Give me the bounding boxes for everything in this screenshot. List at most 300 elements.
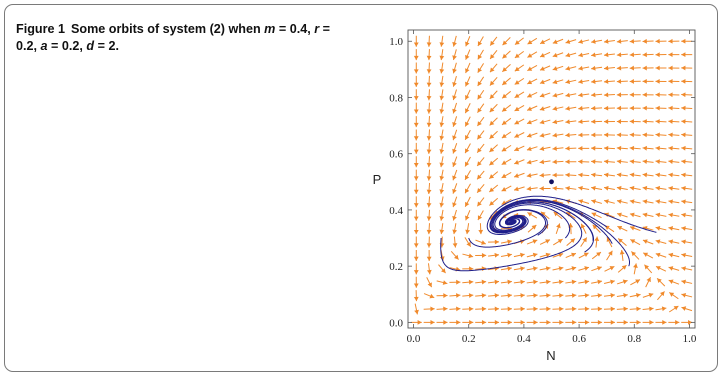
field-arrow bbox=[618, 238, 626, 245]
field-arrow bbox=[565, 119, 576, 124]
field-arrow bbox=[655, 146, 666, 151]
field-arrow bbox=[604, 199, 615, 204]
field-arrow bbox=[553, 66, 563, 71]
field-arrow bbox=[490, 131, 498, 139]
field-arrow bbox=[452, 90, 457, 101]
field-arrow bbox=[591, 66, 602, 71]
field-arrow bbox=[668, 239, 679, 244]
x-tick-label: 1.0 bbox=[682, 333, 697, 345]
field-arrow bbox=[668, 119, 679, 124]
field-arrow bbox=[540, 293, 551, 298]
field-arrow bbox=[502, 105, 511, 112]
field-arrow bbox=[668, 159, 679, 164]
field-arrow bbox=[437, 293, 448, 298]
field-arrow bbox=[424, 307, 435, 312]
field-arrow bbox=[591, 173, 602, 178]
field-arrow bbox=[578, 146, 589, 151]
field-arrow bbox=[655, 159, 666, 164]
field-arrow bbox=[565, 307, 576, 312]
field-arrow bbox=[617, 92, 628, 97]
field-arrow bbox=[439, 210, 444, 221]
field-arrow bbox=[578, 119, 589, 124]
field-arrow bbox=[604, 92, 615, 97]
field-arrow bbox=[655, 52, 666, 57]
field-arrow bbox=[656, 253, 666, 258]
field-arrow bbox=[465, 90, 470, 100]
field-arrow bbox=[452, 63, 457, 74]
field-arrow bbox=[681, 39, 692, 44]
field-arrow bbox=[617, 307, 628, 312]
field-arrow bbox=[578, 320, 589, 325]
field-arrow bbox=[657, 291, 664, 299]
param-a-value: 0.2 bbox=[61, 39, 80, 53]
field-arrow bbox=[566, 53, 577, 58]
field-arrow bbox=[465, 130, 470, 140]
field-arrow bbox=[643, 146, 654, 151]
field-arrow bbox=[643, 253, 653, 258]
field-arrow bbox=[502, 51, 510, 59]
field-arrow bbox=[553, 39, 563, 44]
field-arrow bbox=[620, 250, 625, 261]
y-tick-label: 0.4 bbox=[389, 204, 403, 217]
field-arrow bbox=[643, 306, 654, 311]
field-arrow bbox=[452, 223, 457, 234]
y-tick-label: 0.8 bbox=[389, 92, 403, 105]
field-arrow bbox=[452, 170, 457, 180]
field-arrow bbox=[414, 183, 419, 194]
field-arrow bbox=[617, 39, 628, 44]
field-arrow bbox=[475, 293, 486, 298]
field-arrow bbox=[578, 106, 589, 111]
field-arrow bbox=[437, 320, 448, 325]
field-arrow bbox=[591, 119, 602, 124]
field-arrow bbox=[553, 53, 563, 58]
field-arrow bbox=[427, 89, 432, 100]
field-arrow bbox=[681, 119, 692, 124]
field-arrow bbox=[439, 116, 444, 127]
field-arrow bbox=[540, 39, 550, 44]
field-arrow bbox=[681, 132, 692, 137]
field-arrow bbox=[668, 52, 679, 57]
field-arrow bbox=[449, 320, 460, 325]
field-arrow bbox=[681, 92, 692, 97]
field-arrow bbox=[681, 253, 692, 258]
field-arrow bbox=[669, 292, 678, 298]
field-arrow bbox=[427, 76, 432, 87]
field-arrow bbox=[681, 239, 692, 244]
field-arrow bbox=[427, 223, 432, 234]
field-arrow bbox=[591, 52, 602, 57]
field-arrow bbox=[465, 50, 470, 60]
field-arrow bbox=[502, 145, 511, 151]
field-arrow bbox=[540, 66, 550, 71]
field-arrow bbox=[617, 119, 628, 124]
field-arrow bbox=[490, 37, 497, 46]
field-arrow bbox=[462, 320, 473, 325]
field-arrow bbox=[478, 210, 483, 220]
field-arrow bbox=[540, 320, 551, 325]
field-arrow bbox=[427, 210, 432, 221]
field-arrow bbox=[465, 76, 470, 86]
field-arrow bbox=[427, 63, 432, 74]
field-arrow bbox=[633, 263, 638, 274]
field-arrow bbox=[643, 66, 654, 71]
y-axis-label: P bbox=[372, 172, 382, 187]
field-arrow bbox=[668, 132, 679, 137]
field-arrow bbox=[630, 279, 640, 284]
field-arrow bbox=[656, 186, 667, 191]
field-arrow bbox=[553, 79, 564, 84]
field-arrow bbox=[528, 38, 537, 44]
field-arrow bbox=[643, 186, 654, 191]
field-arrow bbox=[414, 237, 419, 248]
field-arrow bbox=[490, 91, 497, 99]
field-arrow bbox=[465, 197, 470, 207]
field-arrow bbox=[553, 106, 564, 111]
field-arrow bbox=[502, 159, 511, 165]
field-arrow bbox=[439, 170, 444, 181]
field-arrow bbox=[465, 170, 470, 180]
field-arrow bbox=[478, 223, 483, 234]
field-arrow bbox=[617, 146, 628, 151]
field-arrow bbox=[617, 280, 627, 285]
field-arrow bbox=[427, 116, 432, 127]
field-arrow bbox=[452, 49, 457, 60]
field-arrow bbox=[490, 64, 497, 72]
field-arrow bbox=[540, 280, 551, 285]
field-arrow bbox=[488, 320, 499, 325]
x-tick-label: 0.4 bbox=[517, 333, 531, 345]
field-arrow bbox=[439, 103, 444, 114]
field-arrow bbox=[668, 146, 679, 151]
field-arrow bbox=[477, 198, 484, 207]
field-arrow bbox=[414, 210, 419, 221]
field-arrow bbox=[527, 239, 537, 244]
field-arrow bbox=[427, 170, 432, 181]
field-arrow bbox=[465, 157, 470, 167]
field-arrow bbox=[424, 294, 434, 299]
field-arrow bbox=[669, 266, 680, 271]
field-arrow bbox=[465, 117, 470, 127]
field-arrow bbox=[528, 225, 536, 232]
field-arrow bbox=[578, 293, 589, 298]
field-arrow bbox=[643, 132, 654, 137]
field-arrow bbox=[478, 36, 483, 46]
field-arrow bbox=[490, 50, 497, 59]
field-arrow bbox=[643, 52, 654, 57]
field-arrow bbox=[655, 79, 666, 84]
field-arrow bbox=[565, 106, 576, 111]
field-arrow bbox=[681, 52, 692, 57]
field-arrow bbox=[449, 307, 460, 312]
field-arrow bbox=[630, 146, 641, 151]
field-arrow bbox=[414, 250, 419, 261]
field-arrow bbox=[553, 239, 562, 245]
field-arrow bbox=[488, 280, 499, 285]
field-arrow bbox=[527, 92, 537, 97]
field-arrow bbox=[414, 223, 419, 234]
field-arrow bbox=[552, 173, 563, 178]
field-arrow bbox=[502, 186, 512, 191]
field-arrow bbox=[439, 223, 444, 234]
field-arrow bbox=[681, 146, 692, 151]
param-m-value: 0.4 bbox=[289, 22, 308, 36]
field-arrow bbox=[514, 280, 525, 285]
field-arrow bbox=[552, 159, 563, 164]
field-arrow bbox=[553, 133, 564, 138]
field-arrow bbox=[565, 146, 576, 151]
field-arrow bbox=[527, 120, 537, 125]
field-arrow bbox=[681, 280, 692, 285]
field-arrow bbox=[540, 120, 551, 125]
field-arrow bbox=[592, 213, 602, 218]
field-arrow bbox=[578, 266, 589, 271]
field-arrow bbox=[490, 104, 498, 112]
field-arrow bbox=[515, 92, 524, 98]
field-arrow bbox=[643, 293, 653, 298]
plot-frame bbox=[408, 30, 695, 328]
field-arrow bbox=[427, 49, 432, 60]
field-arrow bbox=[540, 186, 551, 191]
field-arrow bbox=[591, 307, 602, 312]
y-tick-label: 0.6 bbox=[389, 148, 403, 161]
field-arrow bbox=[514, 320, 525, 325]
field-arrow bbox=[414, 170, 419, 181]
field-arrow bbox=[604, 280, 615, 285]
field-arrow bbox=[462, 293, 473, 298]
field-arrow bbox=[668, 106, 679, 111]
field-arrow bbox=[439, 89, 444, 100]
field-arrow bbox=[668, 226, 679, 231]
field-arrow bbox=[527, 79, 537, 84]
field-arrow bbox=[515, 38, 524, 45]
field-arrow bbox=[515, 78, 524, 84]
field-arrow bbox=[465, 103, 470, 113]
field-arrow bbox=[617, 226, 627, 231]
field-arrow bbox=[578, 280, 589, 285]
field-arrow bbox=[490, 77, 497, 85]
field-arrow bbox=[478, 90, 484, 99]
field-arrow bbox=[540, 79, 550, 84]
field-arrow bbox=[668, 79, 679, 84]
field-arrow bbox=[477, 104, 483, 113]
field-arrow bbox=[501, 239, 512, 244]
field-arrow bbox=[565, 66, 576, 71]
field-arrow bbox=[514, 253, 525, 258]
field-arrow bbox=[655, 66, 666, 71]
field-arrow bbox=[527, 146, 537, 151]
field-arrow bbox=[578, 173, 589, 178]
field-arrow bbox=[477, 144, 484, 153]
field-arrow bbox=[514, 133, 524, 138]
field-arrow bbox=[414, 196, 419, 207]
field-arrow bbox=[668, 213, 679, 218]
field-arrow bbox=[488, 240, 499, 245]
field-arrow bbox=[527, 253, 538, 258]
x-tick-label: 0.2 bbox=[461, 333, 476, 345]
field-arrow bbox=[475, 253, 486, 258]
field-arrow bbox=[643, 173, 654, 178]
field-arrow bbox=[427, 183, 432, 194]
field-arrow bbox=[540, 146, 551, 151]
field-arrow bbox=[681, 173, 692, 178]
field-arrow bbox=[681, 306, 692, 311]
field-arrow bbox=[604, 66, 615, 71]
field-arrow bbox=[501, 320, 512, 325]
field-arrow bbox=[656, 213, 667, 218]
field-arrow bbox=[643, 199, 654, 204]
field-arrow bbox=[655, 132, 666, 137]
field-arrow bbox=[489, 172, 497, 179]
field-arrow bbox=[427, 36, 432, 47]
field-arrow bbox=[630, 186, 641, 191]
field-arrow bbox=[540, 133, 551, 138]
field-arrow bbox=[630, 199, 641, 204]
field-arrow bbox=[502, 132, 511, 138]
field-arrow bbox=[604, 119, 615, 124]
field-arrow bbox=[656, 306, 667, 311]
field-arrow bbox=[502, 64, 510, 71]
field-arrow bbox=[631, 251, 639, 259]
field-arrow bbox=[427, 129, 432, 140]
orbit-curve bbox=[441, 203, 582, 271]
field-arrow bbox=[578, 159, 589, 164]
field-arrow bbox=[567, 238, 575, 245]
field-arrow bbox=[502, 172, 512, 177]
field-arrow bbox=[656, 173, 667, 178]
field-arrow bbox=[578, 53, 589, 58]
field-arrow bbox=[591, 146, 602, 151]
field-arrow bbox=[565, 133, 576, 138]
field-arrow bbox=[439, 36, 444, 47]
field-arrow bbox=[617, 66, 628, 71]
field-arrow bbox=[681, 266, 692, 271]
field-arrow bbox=[489, 158, 497, 165]
field-arrow bbox=[604, 39, 615, 44]
field-arrow bbox=[439, 130, 444, 141]
field-arrow bbox=[540, 93, 550, 98]
field-arrow bbox=[607, 251, 613, 260]
field-arrow bbox=[501, 307, 512, 312]
field-arrow bbox=[668, 320, 679, 325]
field-arrow bbox=[604, 173, 615, 178]
field-arrow bbox=[553, 119, 564, 124]
field-arrow bbox=[604, 186, 615, 191]
field-arrow bbox=[618, 265, 626, 272]
field-arrow bbox=[477, 171, 484, 179]
field-arrow bbox=[476, 240, 486, 245]
field-arrow bbox=[681, 199, 692, 204]
field-arrow bbox=[556, 223, 561, 233]
field-arrow bbox=[414, 116, 419, 127]
field-arrow bbox=[438, 265, 445, 273]
field-arrow bbox=[657, 278, 665, 286]
x-axis-label: N bbox=[546, 348, 556, 363]
field-arrow bbox=[514, 307, 525, 312]
equilibrium-point bbox=[549, 179, 554, 184]
field-arrow bbox=[668, 186, 679, 191]
field-arrow bbox=[668, 173, 679, 178]
field-arrow bbox=[630, 66, 641, 71]
field-arrow bbox=[630, 79, 641, 84]
field-arrow bbox=[591, 199, 602, 204]
param-r-name: r bbox=[314, 22, 320, 36]
param-a-sep: , bbox=[79, 39, 83, 53]
field-arrow bbox=[515, 65, 524, 71]
field-arrow bbox=[630, 239, 640, 244]
field-arrow bbox=[643, 92, 654, 97]
field-arrow bbox=[630, 92, 641, 97]
field-arrow bbox=[427, 196, 432, 207]
field-arrow bbox=[414, 156, 419, 167]
field-arrow bbox=[617, 199, 628, 204]
field-arrow bbox=[681, 186, 692, 191]
field-arrow bbox=[503, 37, 511, 45]
field-arrow bbox=[527, 133, 537, 138]
field-arrow bbox=[604, 133, 615, 138]
field-arrow bbox=[578, 79, 589, 84]
field-arrow bbox=[477, 157, 484, 165]
field-arrow bbox=[540, 307, 551, 312]
field-arrow bbox=[540, 160, 551, 165]
field-arrow bbox=[501, 280, 512, 285]
y-tick-label: 0.0 bbox=[389, 317, 403, 330]
field-arrow bbox=[477, 184, 484, 192]
field-arrow bbox=[668, 66, 679, 71]
field-arrow bbox=[502, 78, 510, 85]
field-arrow bbox=[644, 265, 651, 273]
field-arrow bbox=[489, 145, 497, 152]
field-arrow bbox=[414, 103, 419, 114]
field-arrow bbox=[655, 320, 666, 325]
field-arrow bbox=[591, 93, 602, 98]
field-arrow bbox=[475, 280, 486, 285]
field-arrow bbox=[591, 186, 602, 191]
field-arrow bbox=[617, 159, 628, 164]
field-arrow bbox=[669, 253, 680, 258]
field-arrow bbox=[439, 183, 444, 194]
field-arrow bbox=[452, 76, 457, 87]
field-arrow bbox=[540, 52, 550, 57]
field-arrow bbox=[565, 266, 576, 271]
field-arrow bbox=[465, 144, 470, 154]
field-arrow bbox=[604, 106, 615, 111]
field-arrow bbox=[643, 320, 654, 325]
field-arrow bbox=[488, 253, 499, 258]
field-arrow bbox=[630, 320, 641, 325]
field-arrow bbox=[643, 159, 654, 164]
field-arrow bbox=[414, 263, 419, 274]
field-arrow bbox=[527, 65, 537, 70]
field-arrow bbox=[578, 39, 589, 44]
param-m-sep: , bbox=[307, 22, 311, 36]
field-arrow bbox=[656, 199, 667, 204]
field-arrow bbox=[465, 210, 470, 220]
field-arrow bbox=[617, 132, 628, 137]
field-arrow bbox=[427, 156, 432, 167]
field-arrow bbox=[527, 212, 536, 218]
field-arrow bbox=[604, 307, 615, 312]
field-arrow bbox=[527, 160, 538, 165]
x-tick-label: 0.6 bbox=[572, 333, 586, 345]
x-tick-label: 0.8 bbox=[627, 333, 642, 345]
field-arrow bbox=[668, 199, 679, 204]
field-arrow bbox=[617, 293, 628, 298]
field-arrow bbox=[617, 106, 628, 111]
field-arrow bbox=[540, 266, 551, 271]
field-arrow bbox=[681, 226, 692, 231]
field-arrow bbox=[643, 106, 654, 111]
